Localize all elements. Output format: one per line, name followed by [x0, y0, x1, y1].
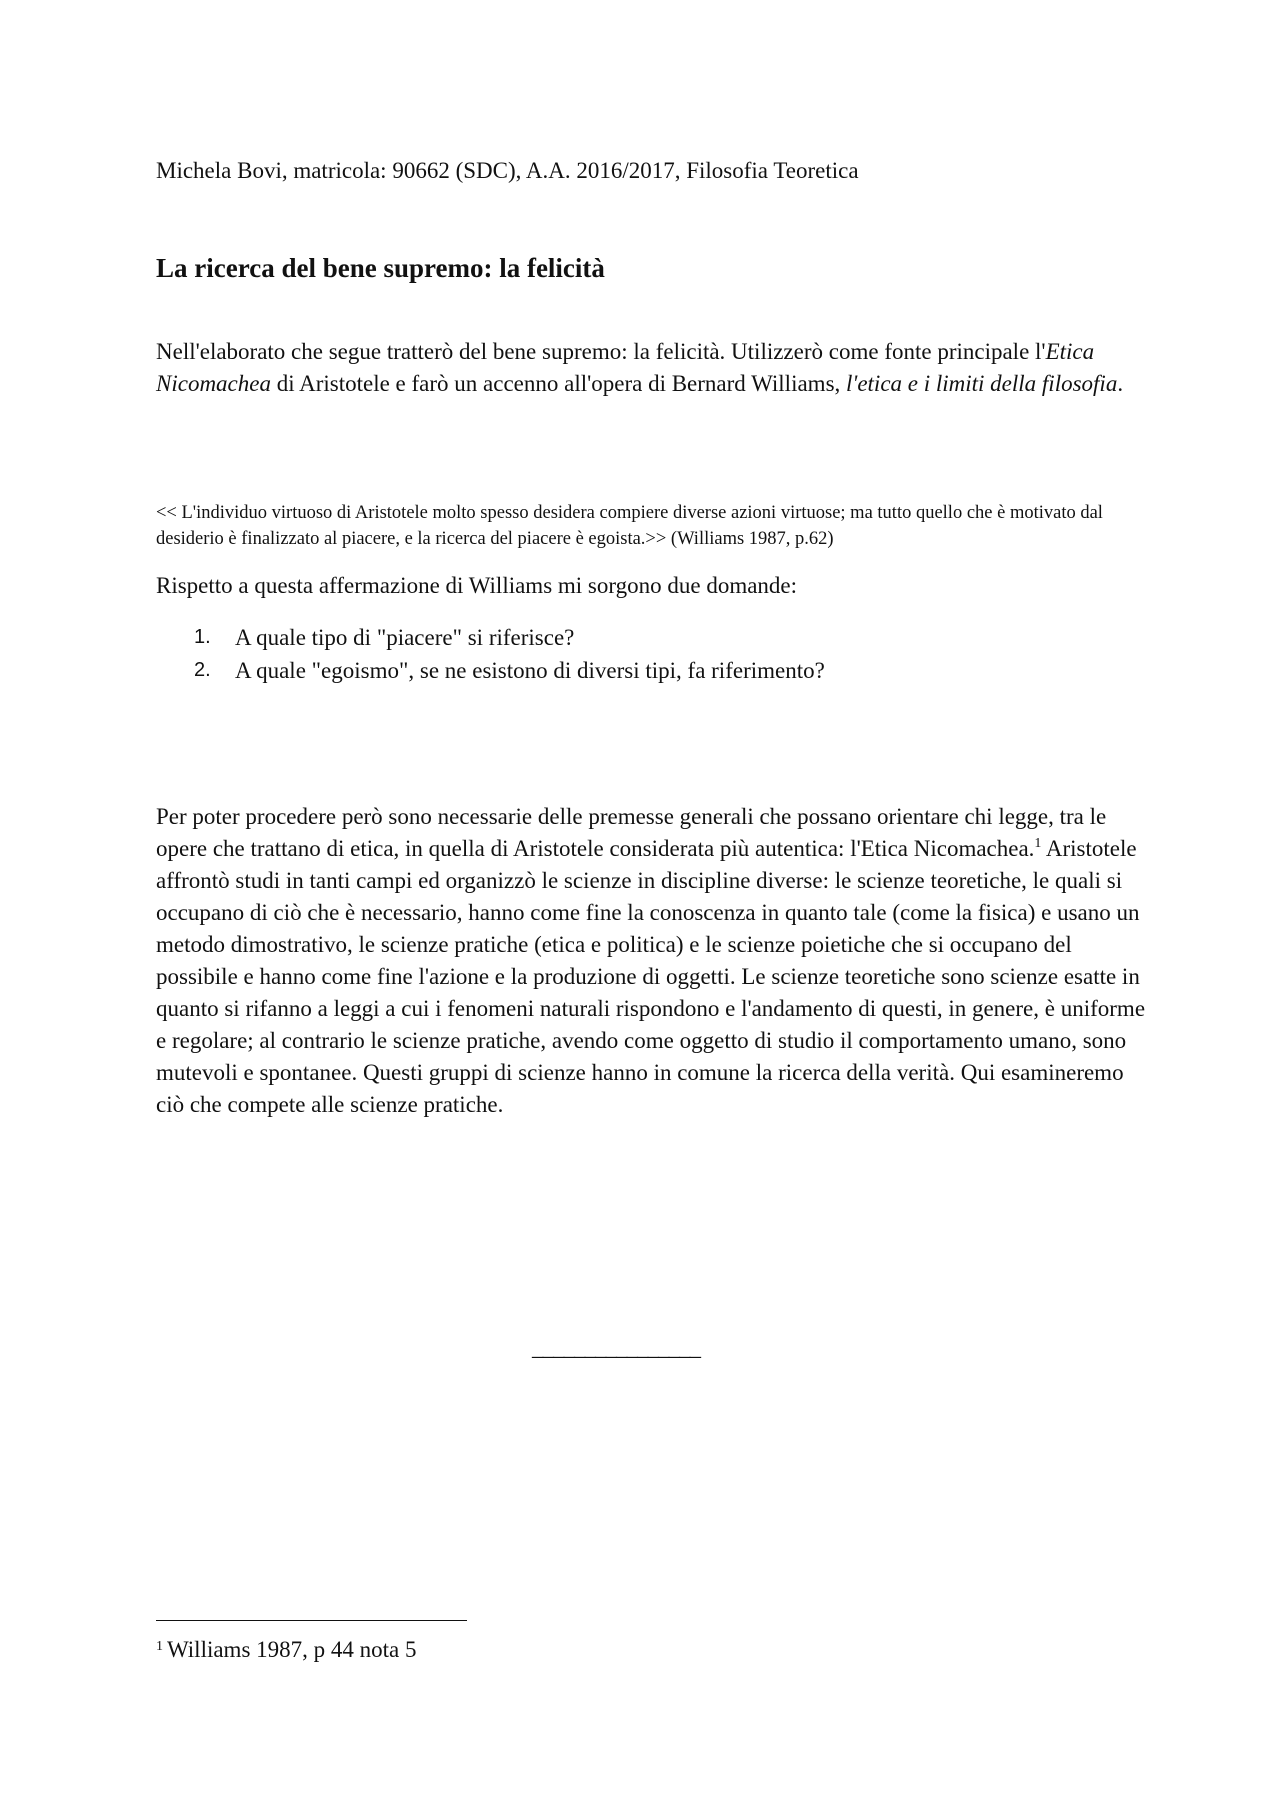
list-item-text: A quale tipo di "piacere" si riferisce? — [235, 625, 575, 650]
list-item-text: A quale "egoismo", se ne esistono di diversi tipi, fa riferimento? — [235, 658, 825, 683]
list-item — [156, 621, 825, 654]
questions-intro: Rispetto a questa affermazione di Williams mi sorgono due domande: — [156, 573, 798, 598]
intro-paragraph — [156, 336, 1146, 400]
intro-work-title-1: Etica Nicomachea — [156, 339, 1095, 396]
section-break-line: ________________ — [532, 1335, 700, 1360]
body-paragraph — [156, 801, 1156, 1121]
footnote-text: Williams 1987, p 44 nota 5 — [167, 1637, 417, 1662]
questions-list — [156, 621, 825, 687]
williams-quote: << L'individuo virtuoso di Aristotele molto spesso desidera compiere diverse azioni virtuose; ma tutto quello che è motivato dal desiderio è finalizzato al piacere, e la ricerca del piacere è egoista.>> (Williams 1987, p.62) — [156, 503, 1103, 549]
intro-text-2: di Aristotele e farò un accenno all'opera di Bernard Williams, — [270, 371, 847, 396]
footnote-reference[interactable]: 1 — [1034, 836, 1042, 851]
document-header: Michela Bovi, matricola: 90662 (SDC), A.A. 2016/2017, Filosofia Teoretica — [156, 158, 859, 183]
list-item — [156, 654, 825, 687]
body-text-1: Per poter procedere però sono necessarie delle premesse generali che possano orientare chi legge, tra le opere che trattano di etica, in quella di Aristotele considerata più autentica: l'Etica Nicomachea. — [156, 804, 1107, 861]
list-item-number: 1. — [194, 626, 211, 648]
footnote-mark: 1 — [156, 1639, 163, 1654]
intro-work-title-2: l'etica e i limiti della filosofia — [846, 371, 1118, 396]
document-title: La ricerca del bene supremo: la felicità — [156, 253, 605, 283]
list-item-number: 2. — [194, 659, 211, 681]
footnote — [156, 1637, 417, 1663]
footnote-separator — [156, 1620, 467, 1621]
intro-text-3: . — [1117, 371, 1124, 396]
intro-text-1: Nell'elaborato che segue tratterò del bene supremo: la felicità. Utilizzerò come fonte principale l' — [156, 339, 1046, 364]
body-text-2: Aristotele affrontò studi in tanti campi ed organizzò le scienze in discipline diverse: le scienze teoretiche, le quali si occupano di ciò che è necessario, hanno come fine la conoscenza in quanto tale (come la fisica) e usano un metodo dimostrativo, le scienze pratiche (etica e politica) e le scienze poietiche che si occupano del possibile e hanno come fine l'azione e la produzione di oggetti. Le scienze teoretiche sono scienze esatte in quanto si rifanno a leggi a cui i fenomeni naturali rispondono e l'andamento di questi, in genere, è uniforme e regolare; al contrario le scienze pratiche, avendo come oggetto di studio il comportamento umano, sono mutevoli e spontanee. Questi gruppi di scienze hanno in comune la ricerca della verità. Qui esamineremo ciò che compete alle scienze pratiche. — [156, 836, 1146, 1117]
